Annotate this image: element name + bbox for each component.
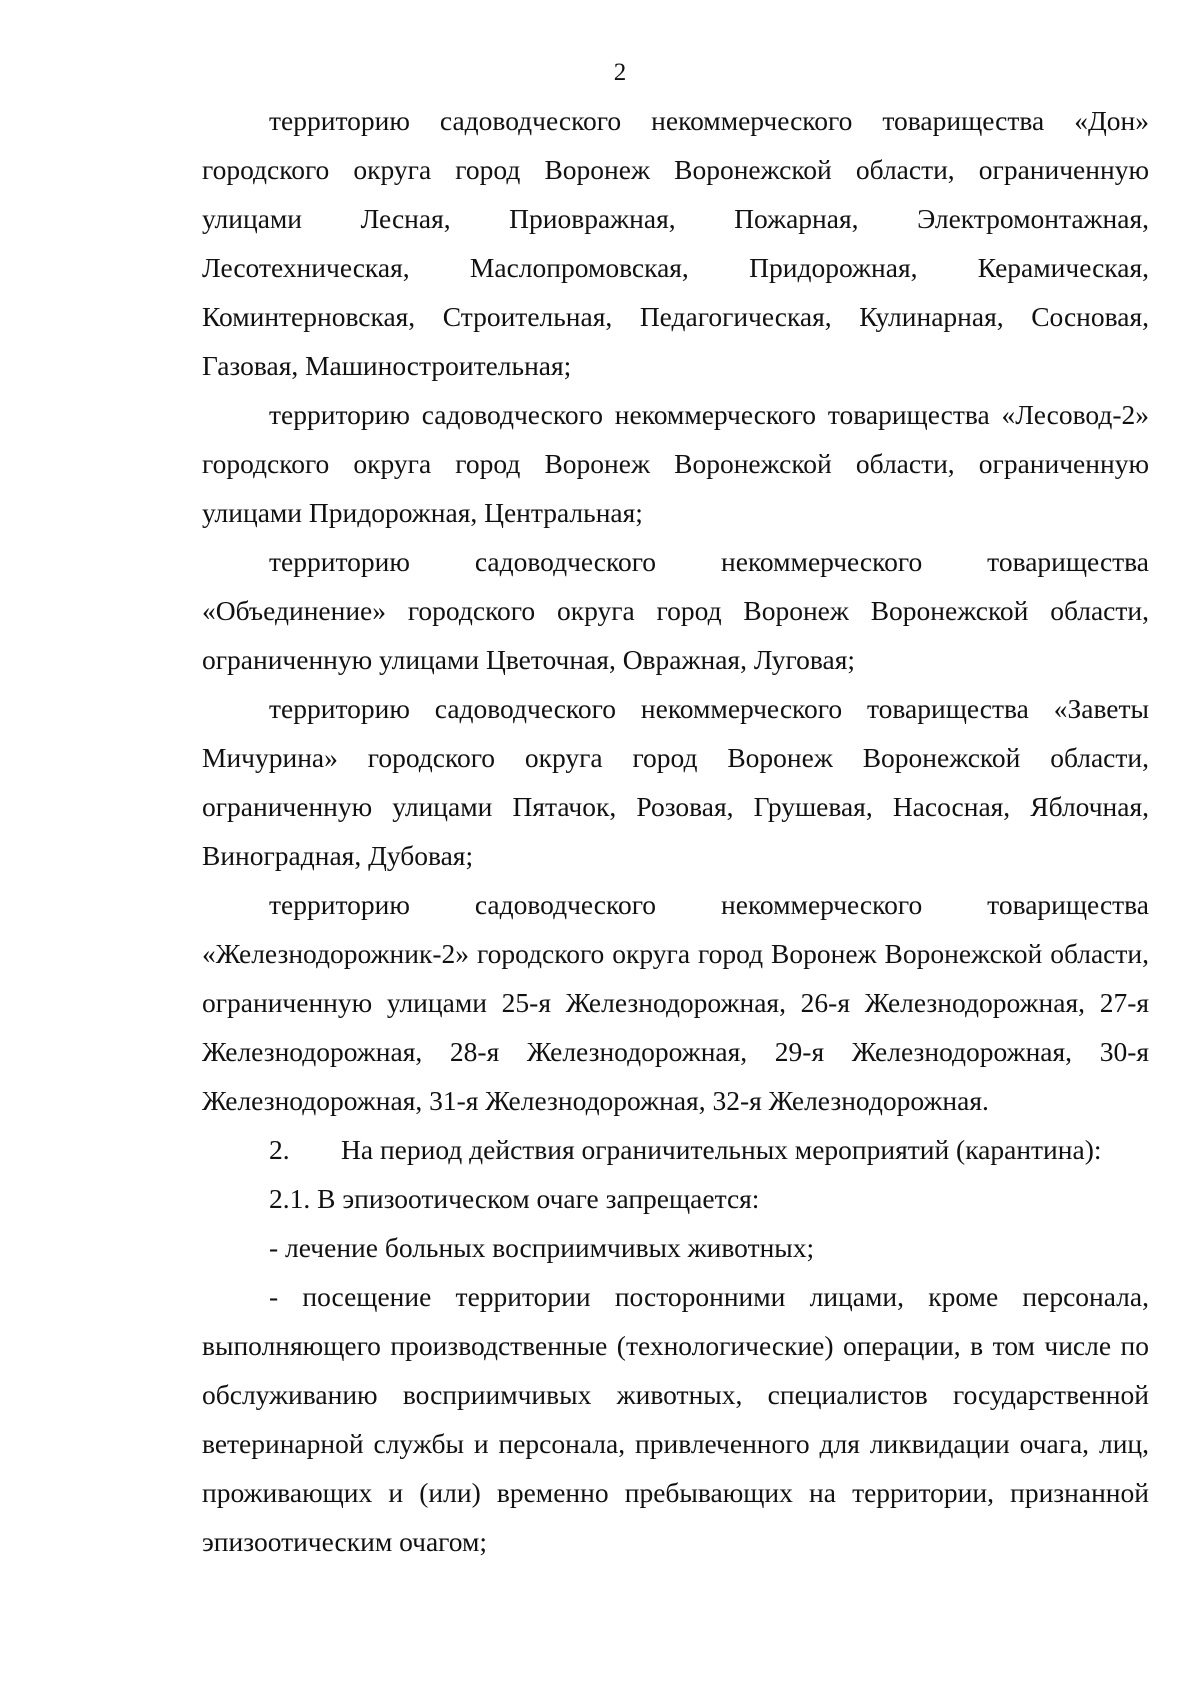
paragraph-snt-obedinenie: территорию садоводческого некоммерческого товарищества «Объединение» городского округа город Воронеж Воронежской области, ограниченную улицами Цветочная, Овражная, Луговая; — [202, 546, 1149, 675]
document-body — [202, 96, 1149, 1566]
paragraph-snt-lesovod-2: территорию садоводческого некоммерческого товарищества «Лесовод-2» городского округа город Воронеж Воронежской области, ограниченную улицами Придорожная, Центральная; — [202, 399, 1149, 528]
paragraph-snt-zheleznodorozhnik-2: территорию садоводческого некоммерческого товарищества «Железнодорожник-2» городского округа город Воронеж Воронежской области, ограниченную улицами 25-я Железнодорожная, 26-я Железнодорожная, 27-я Железнодорожная, 28-я Железнодорожная, 29-я Железнодорожная, 30-я Железнодорожная, 31-я Железнодорожная, 32-я Железнодорожная. — [202, 889, 1149, 1116]
paragraph-snt-don: территорию садоводческого некоммерческого товарищества «Дон» городского округа город Воронеж Воронежской области, ограниченную улицами Лесная, Приовражная, Пожарная, Электромонтажная, Лесотехническая, Маслопромовская, Придорожная, Керамическая, Коминтерновская, Строительная, Педагогическая, Кулинарная, Сосновая, Газовая, Машиностроительная; — [202, 105, 1149, 381]
item-number: 2. — [269, 1134, 290, 1165]
list-item-treatment-ban: - лечение больных восприимчивых животных; — [269, 1232, 815, 1263]
item-text: На период действия ограничительных мероприятий (карантина): — [341, 1134, 1102, 1165]
page-number: 2 — [613, 59, 627, 86]
subitem-2-1: 2.1. В эпизоотическом очаге запрещается: — [269, 1183, 760, 1214]
paragraph-snt-zavety-michurina: территорию садоводческого некоммерческого товарищества «Заветы Мичурина» городского округа город Воронеж Воронежской области, ограниченную улицами Пятачок, Розовая, Грушевая, Насосная, Яблочная, Виноградная, Дубовая; — [202, 693, 1149, 871]
numbered-item-2 — [202, 1125, 1149, 1174]
list-item-visit-ban: - посещение территории посторонними лицами, кроме персонала, выполняющего производственные (технологические) операции, в том числе по обслуживанию восприимчивых животных, специалистов государственной ветеринарной службы и персонала, привлеченного для ликвидации очага, лиц, проживающих и (или) временно пребывающих на территории, признанной эпизоотическим очагом; — [202, 1281, 1149, 1557]
